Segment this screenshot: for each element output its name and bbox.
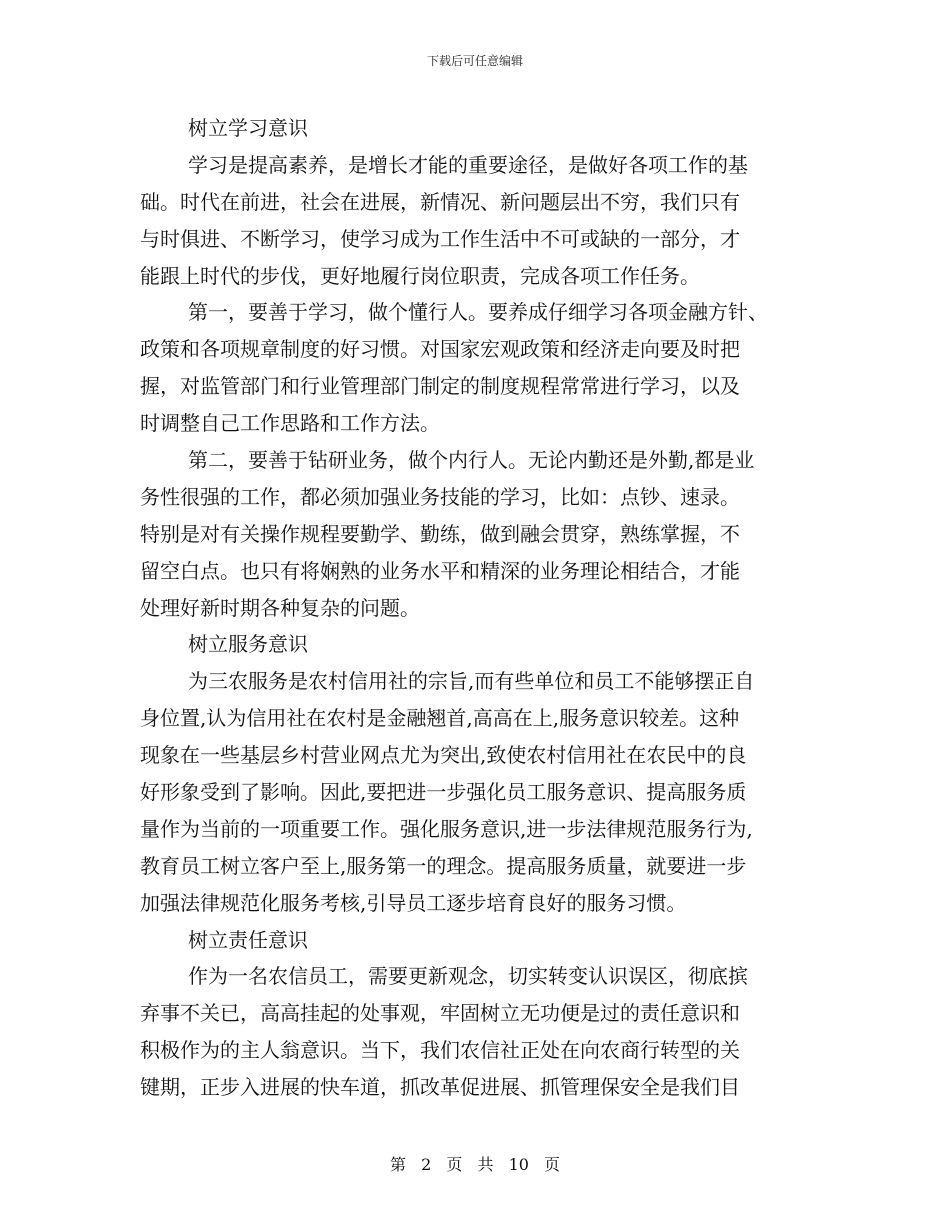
text-line: 作为一名农信员工，需要更新观念，切实转变认识误区，彻底摈 bbox=[188, 964, 748, 989]
text-line: 教育员工树立客户至上,服务第一的理念。提高服务质量，就要进一步 bbox=[140, 853, 747, 878]
page-header: 下载后可任意编辑 bbox=[426, 54, 523, 68]
page-label: 第 bbox=[389, 1155, 406, 1174]
page-total: 10 bbox=[508, 1155, 529, 1174]
page-current: 2 bbox=[421, 1155, 432, 1174]
text-line: 能跟上时代的步伐，更好地履行岗位职责，完成各项工作任务。 bbox=[140, 263, 700, 288]
text-line: 积极作为的主人翁意识。当下，我们农信社正处在向农商行转型的关 bbox=[140, 1038, 740, 1063]
total-unit: 页 bbox=[544, 1155, 561, 1174]
text-line: 特别是对有关操作规程要勤学、勤练，做到融会贯穿，熟练掌握，不 bbox=[140, 521, 740, 546]
text-line: 树立服务意识 bbox=[188, 632, 308, 657]
text-line: 量作为当前的一项重要工作。强化服务意识,进一步法律规范服务行为, bbox=[140, 816, 753, 841]
text-line: 处理好新时期各种复杂的问题。 bbox=[140, 595, 420, 620]
text-line: 政策和各项规章制度的好习惯。对国家宏观政策和经济走向要及时把 bbox=[140, 337, 740, 362]
text-line: 现象在一些基层乡村营业网点尤为突出,致使农村信用社在农民中的良 bbox=[140, 743, 747, 768]
total-label: 共 bbox=[477, 1155, 494, 1174]
text-line: 加强法律规范化服务考核,引导员工逐步培育良好的服务习惯。 bbox=[140, 890, 687, 915]
text-line: 好形象受到了影响。因此,要把进一步强化员工服务意识、提高服务质 bbox=[140, 780, 747, 805]
text-line: 树立责任意识 bbox=[188, 927, 308, 952]
page-footer bbox=[0, 1155, 950, 1175]
text-line: 础。时代在前进，社会在进展，新情况、新问题层出不穷，我们只有 bbox=[140, 189, 740, 214]
text-line: 第一，要善于学习，做个懂行人。要养成仔细学习各项金融方针、 bbox=[188, 300, 768, 325]
text-line: 与时俱进、不断学习，使学习成为工作生活中不可或缺的一部分，才 bbox=[140, 226, 740, 251]
text-line: 务性很强的工作，都必须加强业务技能的学习，比如：点钞、速录。 bbox=[140, 484, 740, 509]
text-line: 时调整自己工作思路和工作方法。 bbox=[140, 411, 440, 436]
document-body bbox=[140, 110, 810, 1106]
text-line: 身位置,认为信用社在农村是金融翘首,高高在上,服务意识较差。这种 bbox=[140, 706, 740, 731]
text-line: 握，对监管部门和行业管理部门制定的制度规程常常进行学习，以及 bbox=[140, 374, 740, 399]
text-line: 第二，要善于钻研业务，做个内行人。无论内勤还是外勤,都是业 bbox=[188, 448, 755, 473]
text-line: 弃事不关已，高高挂起的处事观，牢固树立无功便是过的责任意识和 bbox=[140, 1001, 740, 1026]
text-line: 树立学习意识 bbox=[188, 116, 308, 140]
text-line: 留空白点。也只有将娴熟的业务水平和精深的业务理论相结合，才能 bbox=[140, 558, 740, 583]
text-line: 学习是提高素养，是增长才能的重要途径，是做好各项工作的基 bbox=[188, 152, 748, 177]
text-line: 键期，正步入进展的快车道，抓改革促进展、抓管理保安全是我们目 bbox=[140, 1075, 740, 1100]
page-unit: 页 bbox=[446, 1155, 463, 1174]
text-line: 为三农服务是农村信用社的宗旨,而有些单位和员工不能够摆正自 bbox=[188, 669, 755, 694]
